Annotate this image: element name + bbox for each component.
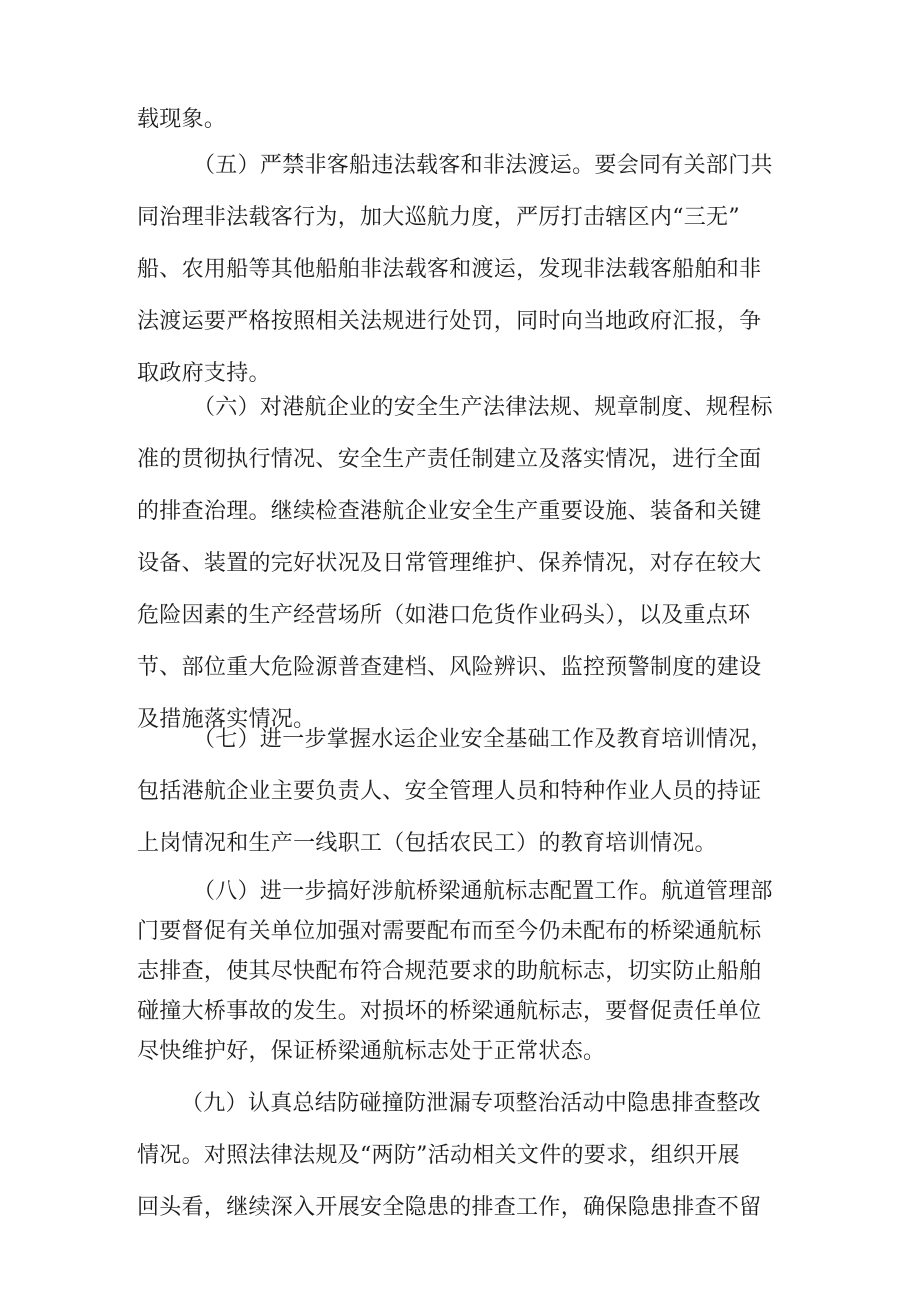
paragraph-item-9 (137, 1078, 797, 1234)
text-line: 同治理非法载客行为，加大巡航力度，严厉打击辖区内“三无” (137, 205, 740, 230)
text-line: 及措施落实情况。 (137, 707, 316, 732)
text-line: 危险因素的生产经营场所（如港口危货作业码头），以及重点环 (137, 603, 751, 628)
text-line: 门要督促有关单位加强对需要配布而至今仍未配布的桥梁通航标 (137, 919, 762, 944)
text-line: 上岗情况和生产一线职工（包括农民工）的教育培训情况。 (137, 831, 717, 856)
text-line: （八）进一步搞好涉航桥梁通航标志配置工作。航道管理部 (193, 879, 773, 904)
text-line: 船、农用船等其他船舶非法载客和渡运，发现非法载客船舶和非 (137, 257, 762, 282)
text-line: 节、部位重大危险源普查建档、风险辨识、监控预警制度的建设 (137, 655, 762, 680)
text-line: 情况。对照法律法规及“两防”活动相关文件的要求，组织开展 (137, 1143, 740, 1168)
text-line: （九）认真总结防碰撞防泄漏专项整治活动中隐患排查整改 (181, 1091, 761, 1116)
text-line: 包括港航企业主要负责人、安全管理人员和特种作业人员的持证 (137, 779, 762, 804)
text-line: 的排查治理。继续检查港航企业安全生产重要设施、装备和关键 (137, 499, 762, 524)
text-line: 碰撞大桥事故的发生。对损坏的桥梁通航标志，要督促责任单位 (137, 999, 762, 1024)
text-line: 准的贯彻执行情况、安全生产责任制建立及落实情况，进行全面 (137, 447, 762, 472)
text-line: 尽快维护好，保证桥梁通航标志处于正常状态。 (137, 1039, 606, 1064)
text-line: 载现象。 (137, 107, 227, 132)
text-line: （五）严禁非客船违法载客和非法渡运。要会同有关部门共 (193, 153, 773, 178)
text-line: （六）对港航企业的安全生产法律法规、规章制度、规程标 (193, 395, 773, 420)
paragraph-item-8 (137, 872, 797, 1072)
paragraph-continuation (137, 94, 797, 146)
text-line: 志排查，使其尽快配布符合规范要求的助航标志，切实防止船舶 (137, 959, 762, 984)
text-line: 法渡运要严格按照相关法规进行处罚，同时向当地政府汇报，争 (137, 309, 762, 334)
text-line: 回头看，继续深入开展安全隐患的排查工作，确保隐患排查不留 (137, 1195, 762, 1220)
text-line: （七）进一步掌握水运企业安全基础工作及教育培训情况， (193, 727, 773, 752)
paragraph-item-6 (137, 382, 797, 746)
paragraph-item-5 (137, 140, 797, 400)
text-line: 取政府支持。 (137, 361, 271, 386)
paragraph-item-7 (137, 714, 797, 870)
text-line: 设备、装置的完好状况及日常管理维护、保养情况，对存在较大 (137, 551, 762, 576)
